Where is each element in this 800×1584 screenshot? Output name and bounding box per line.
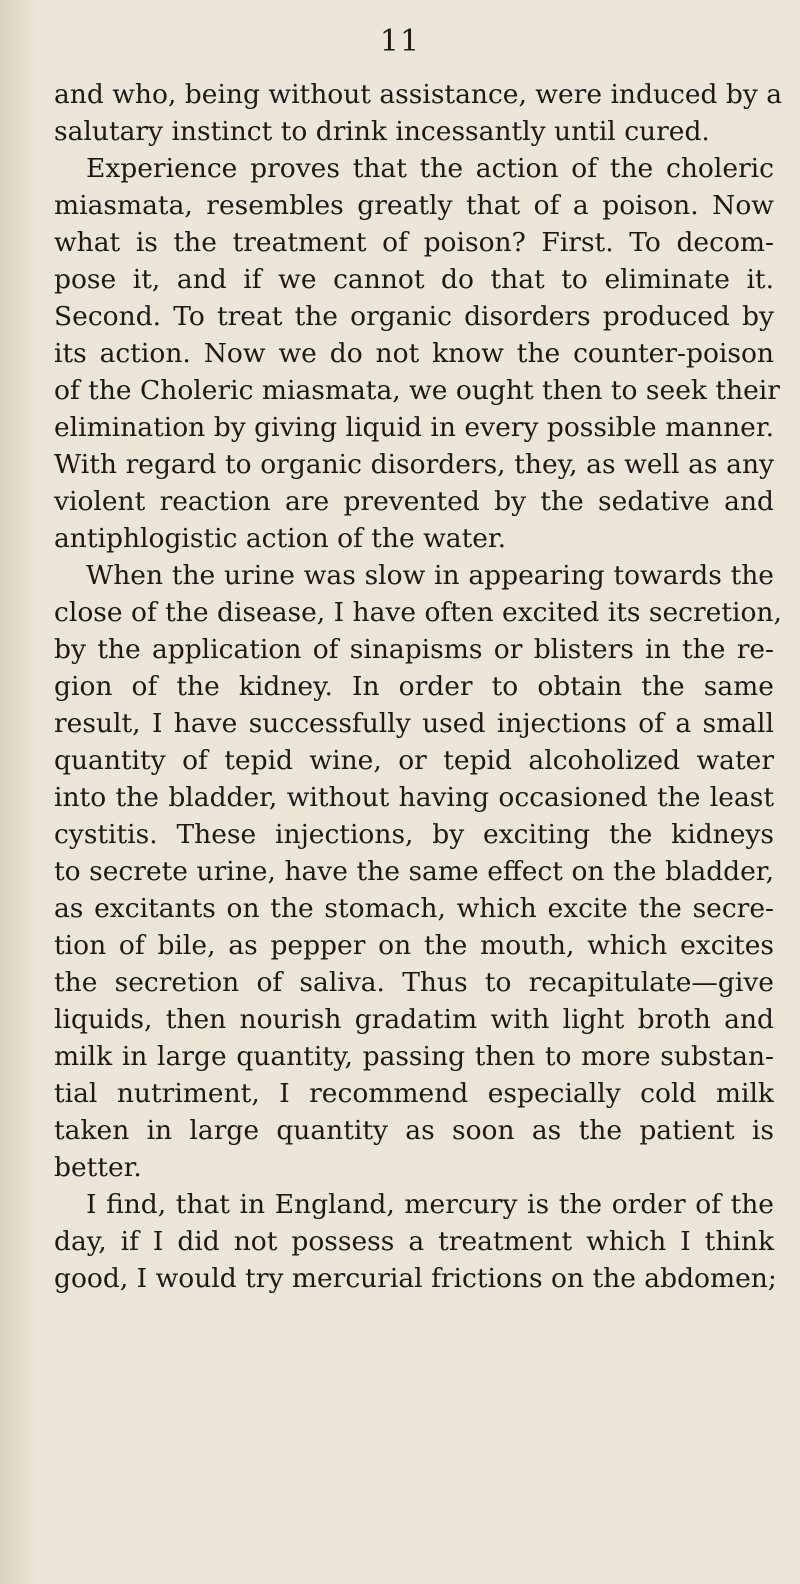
text-line: When the urine was slow in appearing towards the: [86, 560, 774, 591]
text-line: gion of the kidney. In order to obtain the same: [54, 671, 774, 702]
text-line: better.: [54, 1152, 142, 1183]
text-line: liquids, then nourish gradatim with light broth and: [54, 1004, 774, 1035]
text-line: cystitis. These injections, by exciting the kidneys: [54, 819, 774, 850]
text-line: pose it, and if we cannot do that to eliminate it.: [54, 264, 774, 295]
text-line: I find, that in England, mercury is the order of the: [86, 1189, 774, 1220]
text-line: good, I would try mercurial frictions on the abdomen;: [54, 1263, 777, 1294]
paragraph-3: [54, 557, 782, 1186]
text-line: day, if I did not possess a treatment which I think: [54, 1226, 774, 1257]
text-line: miasmata, resembles greatly that of a poison. Now: [54, 190, 774, 221]
text-line: result, I have successfully used injections of a small: [54, 708, 774, 739]
text-line: Experience proves that the action of the choleric: [86, 153, 774, 184]
text-line: by the application of sinapisms or blisters in the re-: [54, 634, 774, 665]
text-line: and who, being without assistance, were induced by a: [54, 79, 783, 110]
text-line: elimination by giving liquid in every possible manner.: [54, 412, 774, 443]
paragraph-2: [54, 150, 780, 557]
text-line: what is the treatment of poison? First. To decom-: [54, 227, 774, 258]
text-line: close of the disease, I have often excited its secretion,: [54, 597, 782, 628]
text-line: antiphlogistic action of the water.: [54, 523, 507, 554]
binding-gutter-shadow: [0, 0, 38, 1584]
paragraph-4: [54, 1186, 777, 1297]
text-line: tion of bile, as pepper on the mouth, which excites: [54, 930, 774, 961]
text-line: Second. To treat the organic disorders produced by: [54, 301, 774, 332]
text-line: the secretion of saliva. Thus to recapitulate—give: [54, 967, 774, 998]
text-line: its action. Now we do not know the counter-poison: [54, 338, 774, 369]
text-line: With regard to organic disorders, they, as well as any: [54, 449, 774, 480]
text-line: quantity of tepid wine, or tepid alcoholized water: [54, 745, 774, 776]
text-line: to secrete urine, have the same effect on the bladder,: [54, 856, 774, 887]
page-number: 11: [379, 24, 421, 59]
text-line: milk in large quantity, passing then to more substan-: [54, 1041, 774, 1072]
paragraph-1: [54, 76, 783, 150]
text-line: of the Choleric miasmata, we ought then to seek their: [54, 375, 780, 406]
text-line: taken in large quantity as soon as the patient is: [54, 1115, 774, 1146]
text-line: salutary instinct to drink incessantly until cured.: [54, 116, 710, 147]
body-text: [54, 76, 783, 1297]
text-line: into the bladder, without having occasioned the least: [54, 782, 774, 813]
text-line: violent reaction are prevented by the sedative and: [54, 486, 774, 517]
text-line: tial nutriment, I recommend especially cold milk: [54, 1078, 774, 1109]
text-line: as excitants on the stomach, which excite the secre-: [54, 893, 774, 924]
